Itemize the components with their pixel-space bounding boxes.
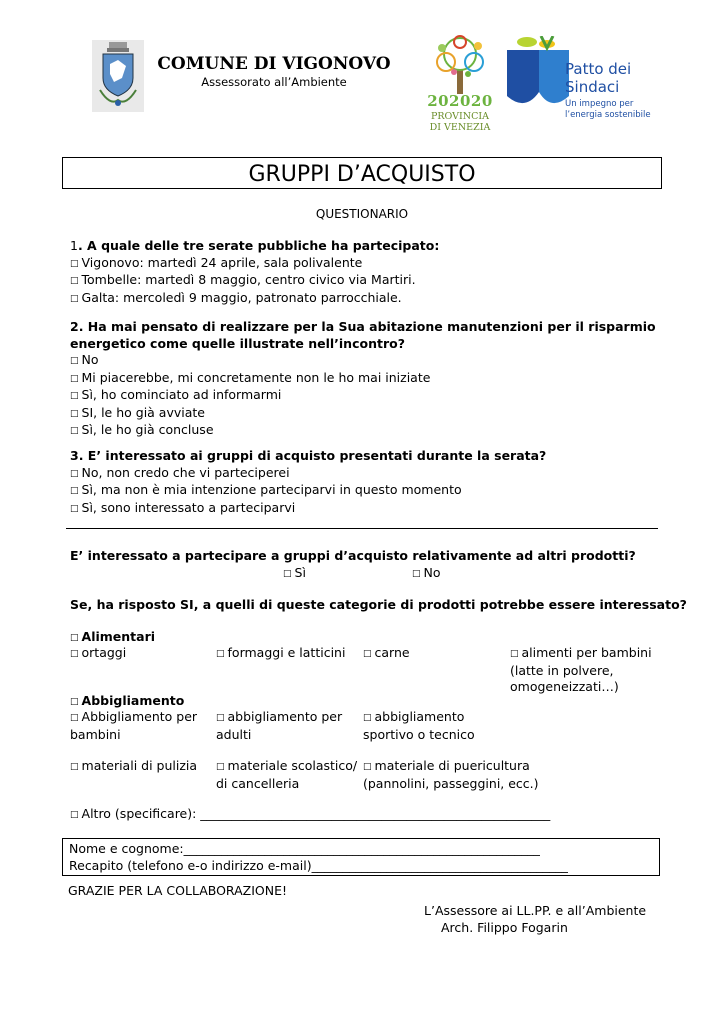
category-alimentari[interactable]: □ Alimentari <box>70 629 156 644</box>
checkbox-icon[interactable]: □ <box>70 713 79 723</box>
provincia-line1: PROVINCIA <box>431 111 489 122</box>
q2-option[interactable]: □ Sì, ho cominciato ad informarmi <box>70 387 282 402</box>
comune-title: COMUNE DI VIGONOVO <box>157 54 391 74</box>
checkbox-icon[interactable]: □ <box>283 569 292 579</box>
option-abbigliamento-sportivo[interactable]: □ abbigliamento sportivo o tecnico <box>363 709 475 742</box>
option-materiale-puericultura[interactable]: □ materiale di puericultura (pannolini, passeggini, ecc.) <box>363 758 539 791</box>
nome-cognome-field[interactable]: Nome e cognome:_________________________________________________________ <box>69 841 540 856</box>
comune-crest <box>92 40 144 112</box>
patto-tag2: l’energia sostenibile <box>565 110 651 120</box>
checkbox-icon[interactable]: □ <box>363 762 372 772</box>
category-abbigliamento[interactable]: □ Abbigliamento <box>70 693 185 708</box>
checkbox-icon[interactable]: □ <box>412 569 421 579</box>
q3-option[interactable]: □ Sì, sono interessato a parteciparvi <box>70 499 296 515</box>
checkbox-icon[interactable]: □ <box>70 293 79 304</box>
q2-option[interactable]: □ Sì, le ho già concluse <box>70 422 214 437</box>
option-alimenti-bambini[interactable]: □ alimenti per bambini (latte in polvere, omogeneizzati…) <box>510 645 652 694</box>
question-4-text: E’ interessato a partecipare a gruppi d’acquisto relativamente ad altri prodotti? <box>70 548 636 563</box>
question-1-text: . A quale delle tre serate pubbliche ha partecipato: <box>77 238 440 253</box>
contact-box <box>62 838 660 876</box>
question-2-text-1: 2. Ha mai pensato di realizzare per la Sua abitazione manutenzioni per il risparmio <box>70 319 656 334</box>
option-carne[interactable]: □ carne <box>363 645 410 660</box>
question-1: 1. A quale delle tre serate pubbliche ha partecipato: □ Vigonovo: martedì 24 aprile, sala polivalente □ Tombelle: martedì 8 maggio, centro civico via Martiri. □ Galta: mercoledì 9 maggio, patronato parrocchiale. <box>70 238 670 307</box>
thanks-text: GRAZIE PER LA COLLABORAZIONE! <box>68 883 288 898</box>
option-ortaggi[interactable]: □ ortaggi <box>70 645 127 660</box>
q1-option[interactable]: □ Galta: mercoledì 9 maggio, patronato parrocchiale. <box>70 289 402 305</box>
checkbox-icon[interactable]: □ <box>216 713 225 723</box>
checkbox-icon[interactable]: □ <box>70 503 79 514</box>
q3-option[interactable]: □ Sì, ma non è mia intenzione parteciparvi in questo momento <box>70 482 462 497</box>
checkbox-icon[interactable]: □ <box>70 649 79 659</box>
checkbox-icon[interactable]: □ <box>70 356 79 366</box>
checkbox-icon[interactable]: □ <box>70 468 79 479</box>
checkbox-icon[interactable]: □ <box>70 408 79 419</box>
page-title: GRUPPI D’ACQUISTO <box>248 162 476 187</box>
checkbox-icon[interactable]: □ <box>70 258 79 269</box>
provincia-line2: DI VENEZIA <box>429 122 491 133</box>
patto-tag1: Un impegno per <box>565 99 634 109</box>
checkbox-icon[interactable]: □ <box>216 762 225 772</box>
option-formaggi[interactable]: □ formaggi e latticini <box>216 645 346 660</box>
patto-line2: Sindaci <box>565 78 620 96</box>
question-2-text-2: energetico come quelle illustrate nell’incontro? <box>70 335 405 351</box>
q2-option[interactable]: □ Mi piacerebbe, mi concretamente non le ho mai iniziate <box>70 369 431 385</box>
question-5-text: Se, ha risposto SI, a quelli di queste categorie di prodotti potrebbe essere interessato? <box>70 597 687 612</box>
checkbox-icon[interactable]: □ <box>70 426 79 436</box>
checkbox-icon[interactable]: □ <box>70 391 79 401</box>
section-divider <box>66 528 658 529</box>
provincia-year: 202020 <box>427 92 493 110</box>
checkbox-icon[interactable]: □ <box>70 633 79 643</box>
question-3 <box>70 448 670 517</box>
checkbox-icon[interactable]: □ <box>363 649 372 659</box>
q2-option[interactable]: □ SI, le ho già avviate <box>70 404 205 420</box>
q1-option[interactable]: □ Vigonovo: martedì 24 aprile, sala polivalente <box>70 254 363 270</box>
q3-option[interactable]: □ No, non credo che vi parteciperei <box>70 464 290 480</box>
q4-yes-option[interactable]: □ Sì <box>283 565 306 580</box>
patto-sindaci-logo <box>507 36 651 136</box>
q2-option[interactable]: □ No <box>70 352 99 367</box>
checkbox-icon[interactable]: □ <box>70 486 79 496</box>
option-altro[interactable] <box>70 806 550 821</box>
checkbox-icon[interactable]: □ <box>70 697 79 707</box>
altro-field[interactable]: Altro (specificare): ________________________________________________________ <box>81 806 551 821</box>
option-abbigliamento-adulti[interactable]: □ abbigliamento per adulti <box>216 709 343 742</box>
question-3-text: 3. E’ interessato ai gruppi di acquisto presentati durante la serata? <box>70 448 547 463</box>
signature-name: Arch. Filippo Fogarin <box>441 920 568 935</box>
checkbox-icon[interactable]: □ <box>70 373 79 384</box>
checkbox-icon[interactable]: □ <box>363 713 372 723</box>
questionario-label: QUESTIONARIO <box>315 207 409 221</box>
checkbox-icon[interactable]: □ <box>216 649 225 659</box>
recapito-field[interactable]: Recapito (telefono e-o indirizzo e-mail)_________________________________________ <box>69 858 568 873</box>
q4-no-option[interactable]: □ No <box>412 565 441 580</box>
checkbox-icon[interactable]: □ <box>510 649 519 659</box>
option-materiali-pulizia[interactable]: □ materiali di pulizia <box>70 758 198 773</box>
checkbox-icon[interactable]: □ <box>70 762 79 772</box>
patto-line1: Patto dei <box>565 60 632 78</box>
assessorato-label: Assessorato all’Ambiente <box>201 75 347 89</box>
title-box <box>62 157 662 189</box>
option-abbigliamento-bambini[interactable]: □ Abbigliamento per bambini <box>70 709 198 742</box>
provincia-logo <box>424 32 496 134</box>
q1-option[interactable]: □ Tombelle: martedì 8 maggio, centro civico via Martiri. <box>70 272 416 287</box>
checkbox-icon[interactable]: □ <box>70 276 79 286</box>
question-2 <box>70 319 670 440</box>
signature-role: L’Assessore ai LL.PP. e all’Ambiente <box>424 903 647 918</box>
option-materiale-scolastico[interactable]: □ materiale scolastico/ di cancelleria <box>216 758 358 791</box>
checkbox-icon[interactable]: □ <box>70 810 79 820</box>
